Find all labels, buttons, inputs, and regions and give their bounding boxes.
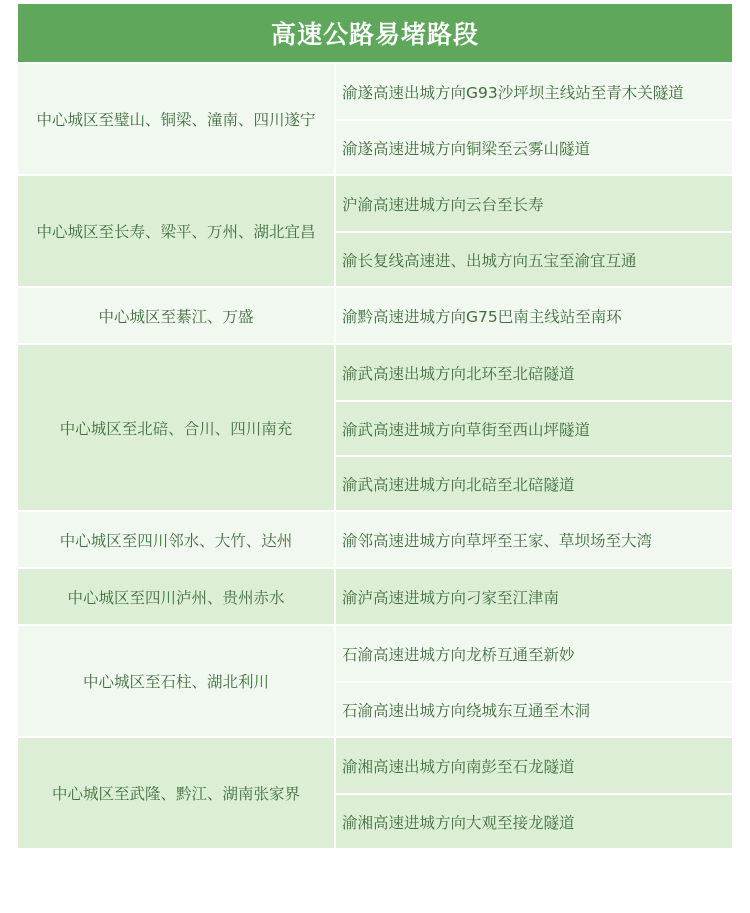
table-title: 高速公路易堵路段 [18,4,732,62]
section-list [336,626,732,736]
table-row [18,510,732,567]
region-cell: 中心城区至璧山、铜梁、潼南、四川遂宁 [18,64,336,174]
region-cell: 中心城区至綦江、万盛 [18,288,336,343]
region-cell: 中心城区至四川邻水、大竹、达州 [18,512,336,567]
section-cell: 渝湘高速进城方向大观至接龙隧道 [336,793,732,848]
section-list [336,176,732,286]
section-list [336,738,732,848]
section-cell: 渝武高速出城方向北环至北碚隧道 [342,364,575,383]
section-cell: 渝武高速进城方向北碚至北碚隧道 [336,455,732,510]
region-cell: 中心城区至四川泸州、贵州赤水 [18,569,336,624]
section-cell: 渝泸高速进城方向刁家至江津南 [342,588,560,607]
section-list [336,345,732,510]
region-cell: 中心城区至北碚、合川、四川南充 [18,345,336,510]
section-list [336,288,732,343]
table-row [18,624,732,736]
section-list [336,512,732,567]
region-cell: 中心城区至武隆、黔江、湖南张家界 [18,738,336,848]
table-row [18,736,732,848]
region-cell: 中心城区至长寿、梁平、万州、湖北宜昌 [18,176,336,286]
section-cell: 沪渝高速进城方向云台至长寿 [342,195,544,214]
region-cell: 中心城区至石柱、湖北利川 [18,626,336,736]
table-row [18,62,732,174]
section-list [336,569,732,624]
section-cell: 渝遂高速出城方向G93沙坪坝主线站至青木关隧道 [342,83,684,102]
congestion-table [18,4,732,848]
section-cell: 渝邻高速进城方向草坪至王家、草坝场至大湾 [342,531,653,550]
section-cell: 渝遂高速进城方向铜梁至云雾山隧道 [336,119,732,174]
section-cell: 渝湘高速出城方向南彭至石龙隧道 [342,757,575,776]
section-cell: 石渝高速进城方向龙桥互通至新妙 [342,645,575,664]
table-row [18,567,732,624]
section-cell: 渝武高速进城方向草街至西山坪隧道 [336,400,732,455]
table-row [18,174,732,286]
section-cell: 石渝高速出城方向绕城东互通至木洞 [336,681,732,736]
table-row [18,286,732,343]
section-cell: 渝黔高速进城方向G75巴南主线站至南环 [342,307,622,326]
section-cell: 渝长复线高速进、出城方向五宝至渝宜互通 [336,231,732,286]
section-list [336,64,732,174]
table-row [18,343,732,510]
table-body [18,62,732,848]
